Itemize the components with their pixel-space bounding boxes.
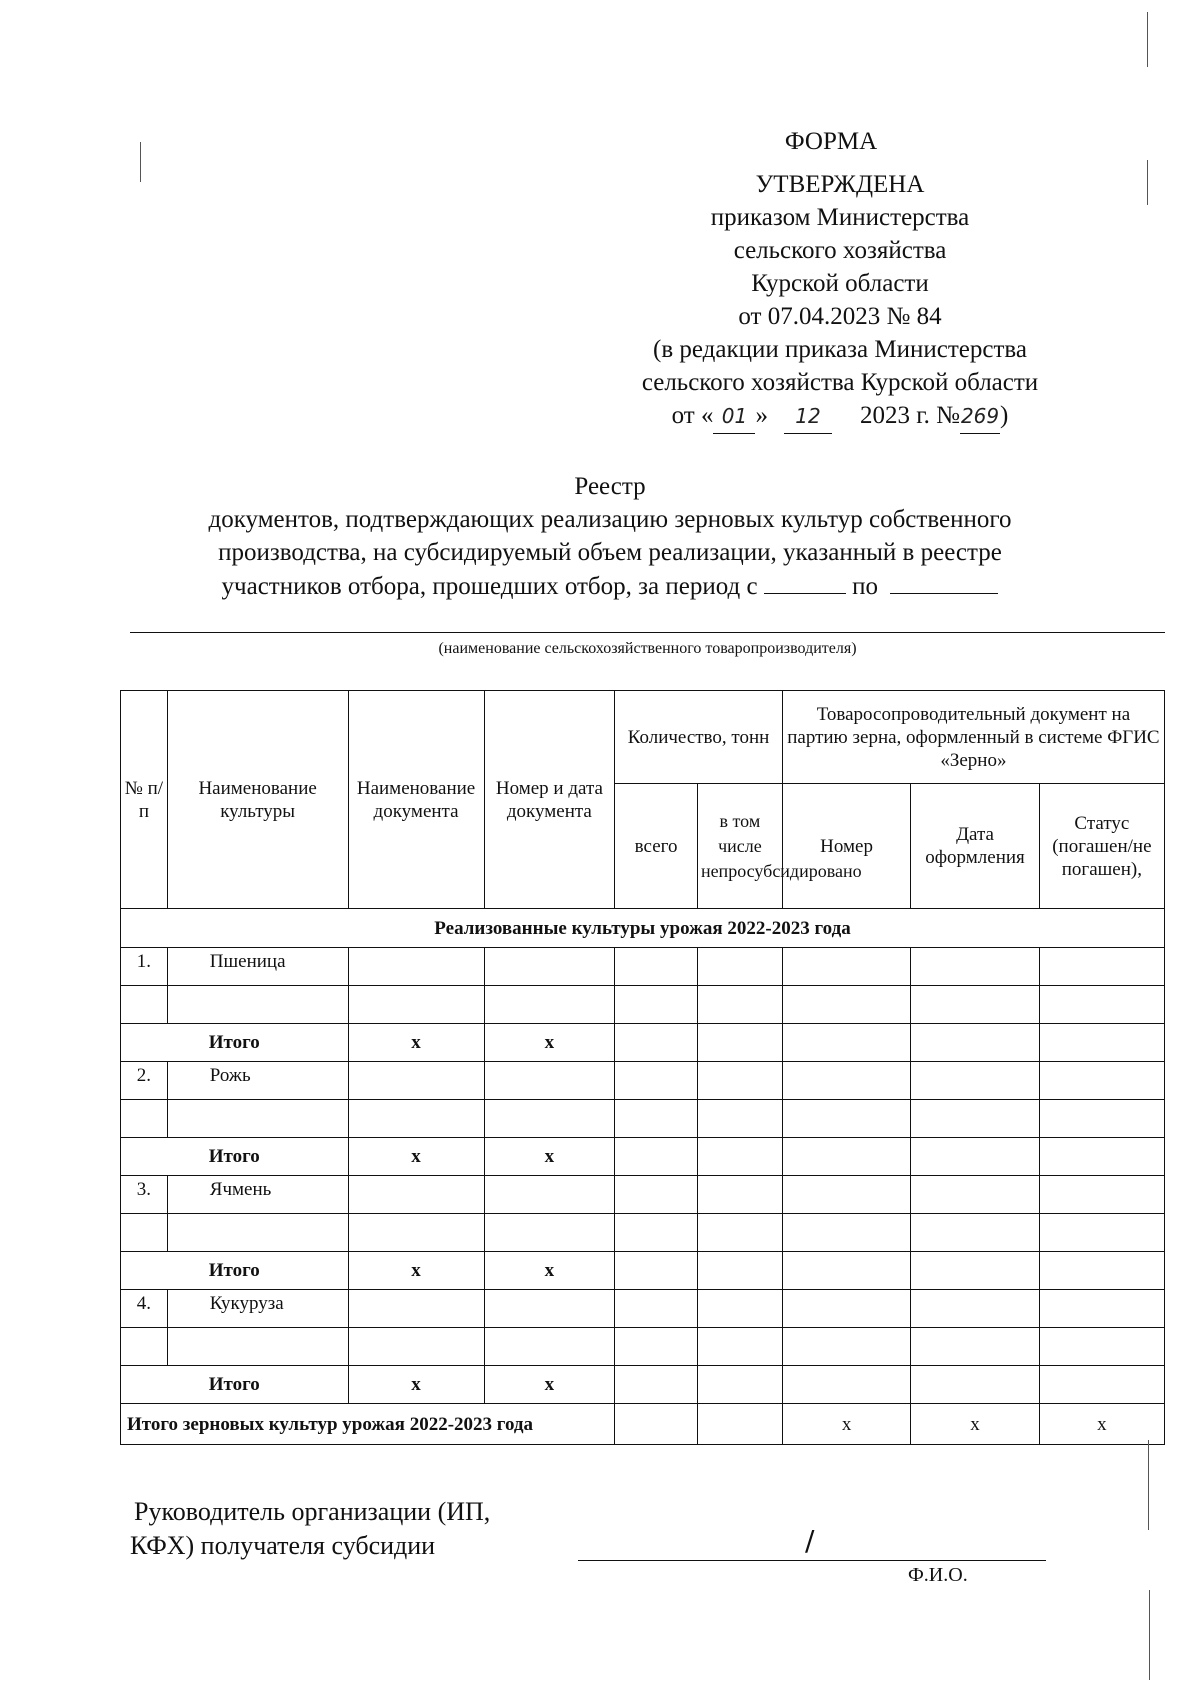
cell xyxy=(1039,1252,1164,1290)
cell xyxy=(697,1366,782,1404)
subtotal-x: х xyxy=(348,1252,484,1290)
subtotal-x: х xyxy=(484,1366,615,1404)
approval-line: приказом Министерства xyxy=(710,204,970,231)
cell xyxy=(1039,1290,1164,1328)
cell xyxy=(782,1138,910,1176)
table-row xyxy=(121,1100,1165,1138)
cell xyxy=(615,1214,698,1252)
cell xyxy=(782,986,910,1024)
cell xyxy=(911,1290,1039,1328)
header-total: всего xyxy=(615,784,698,909)
scan-artifact xyxy=(1149,1590,1150,1680)
cell xyxy=(911,1252,1039,1290)
table-row xyxy=(121,1062,1165,1100)
approval-line: сельского хозяйства xyxy=(733,237,947,264)
cell xyxy=(1039,1176,1164,1214)
amendment-year: 2023 г. № xyxy=(859,402,961,429)
subtotal-x: х xyxy=(484,1252,615,1290)
cell xyxy=(484,1214,615,1252)
subtotal-row xyxy=(121,1252,1165,1290)
cell xyxy=(615,1252,698,1290)
cell xyxy=(697,1290,782,1328)
grand-total-label: Итого зерновых культур урожая 2022-2023 года xyxy=(121,1404,615,1445)
table-row xyxy=(121,1328,1165,1366)
signature-line xyxy=(578,1560,1046,1561)
cell xyxy=(1039,1366,1164,1404)
amendment-line: (в редакции приказа Министерства xyxy=(653,336,1027,363)
table-header-row xyxy=(121,691,1165,784)
cell xyxy=(782,1024,910,1062)
cell xyxy=(1039,1214,1164,1252)
cell xyxy=(782,1214,910,1252)
scan-artifact xyxy=(140,142,141,182)
cell xyxy=(484,948,615,986)
cell xyxy=(782,1252,910,1290)
cell xyxy=(167,1100,348,1138)
cell xyxy=(615,1404,698,1445)
table-row xyxy=(121,948,1165,986)
cell xyxy=(484,1100,615,1138)
cell xyxy=(348,1100,484,1138)
table-row xyxy=(121,1176,1165,1214)
cell xyxy=(1039,1328,1164,1366)
cell xyxy=(782,1100,910,1138)
cell xyxy=(615,986,698,1024)
cell xyxy=(911,1214,1039,1252)
header-culture: Наименование культуры xyxy=(167,691,348,909)
crop-name: Рожь xyxy=(167,1062,348,1100)
cell xyxy=(697,1176,782,1214)
cell xyxy=(615,1366,698,1404)
cell xyxy=(121,986,168,1024)
grand-total-x: х xyxy=(1039,1404,1164,1445)
header-non-subsidized: в том числе непросубсидировано xyxy=(697,784,782,909)
cell xyxy=(697,1328,782,1366)
amendment-date-quote: » xyxy=(755,402,768,429)
cell xyxy=(697,948,782,986)
subtotal-row xyxy=(121,1024,1165,1062)
cell xyxy=(484,1328,615,1366)
section-title: Реализованные культуры урожая 2022-2023 года xyxy=(121,909,1165,948)
subtotal-x: х xyxy=(484,1138,615,1176)
cell xyxy=(348,948,484,986)
grand-total-row xyxy=(121,1404,1165,1445)
header-quantity: Количество, тонн xyxy=(615,691,783,784)
header-doc-number: Номер и дата документа xyxy=(484,691,615,909)
cell xyxy=(782,1062,910,1100)
handwritten-month: 12 xyxy=(784,400,832,434)
cell xyxy=(615,1328,698,1366)
subtotal-label: Итого xyxy=(121,1024,349,1062)
cell xyxy=(911,1176,1039,1214)
cell xyxy=(615,1176,698,1214)
cell xyxy=(121,1328,168,1366)
cell xyxy=(484,1062,615,1100)
cell xyxy=(615,948,698,986)
signature-line-text: КФХ) получателя субсидии xyxy=(130,1531,436,1560)
cell xyxy=(911,1024,1039,1062)
header-status: Статус (погашен/не погашен), xyxy=(1039,784,1164,909)
title-period-line xyxy=(150,569,1070,603)
row-num: 2. xyxy=(121,1062,168,1100)
grand-total-x: х xyxy=(782,1404,910,1445)
table-row xyxy=(121,1214,1165,1252)
amendment-close-paren: ) xyxy=(1000,402,1009,429)
cell xyxy=(348,1290,484,1328)
cell xyxy=(911,1328,1039,1366)
cell xyxy=(697,1138,782,1176)
subtotal-row xyxy=(121,1138,1165,1176)
title-line: производства, на субсидируемый объем реализации, указанный в реестре xyxy=(218,539,1002,566)
title-line: документов, подтверждающих реализацию зерновых культур собственного xyxy=(208,506,1012,533)
subtotal-x: х xyxy=(484,1024,615,1062)
scan-artifact xyxy=(1147,160,1148,205)
cell xyxy=(911,986,1039,1024)
cell xyxy=(697,1214,782,1252)
title-word: Реестр xyxy=(574,473,646,500)
signature-block xyxy=(130,1495,490,1563)
cell xyxy=(167,1328,348,1366)
cell xyxy=(615,1062,698,1100)
cell xyxy=(1039,1100,1164,1138)
subtotal-x: х xyxy=(348,1138,484,1176)
cell xyxy=(782,1290,910,1328)
cell xyxy=(782,1176,910,1214)
cell xyxy=(911,948,1039,986)
section-row xyxy=(121,909,1165,948)
cell xyxy=(697,1404,782,1445)
cell xyxy=(348,986,484,1024)
cell xyxy=(348,1214,484,1252)
cell xyxy=(911,1100,1039,1138)
producer-caption: (наименование сельскохозяйственного товаропроизводителя) xyxy=(438,640,857,657)
cell xyxy=(697,1024,782,1062)
cell xyxy=(1039,1138,1164,1176)
row-num: 1. xyxy=(121,948,168,986)
register-title xyxy=(150,470,1070,603)
cell xyxy=(484,1176,615,1214)
title-line: участников отбора, прошедших отбор, за период с xyxy=(221,573,758,600)
cell xyxy=(697,986,782,1024)
cell xyxy=(615,1100,698,1138)
subtotal-row xyxy=(121,1366,1165,1404)
producer-name-line xyxy=(130,632,1165,633)
amendment-date-prefix: от « xyxy=(671,402,714,429)
signature-slash: / xyxy=(805,1524,815,1557)
scan-artifact xyxy=(1147,12,1148,67)
cell xyxy=(484,1290,615,1328)
period-from-blank xyxy=(764,569,846,594)
grand-total-x: х xyxy=(911,1404,1039,1445)
cell xyxy=(1039,948,1164,986)
cell xyxy=(911,1138,1039,1176)
form-label: ФОРМА xyxy=(784,128,878,155)
cell xyxy=(121,1100,168,1138)
register-table xyxy=(120,690,1165,1445)
scan-artifact xyxy=(1148,1440,1149,1530)
amendment-line: сельского хозяйства Курской области xyxy=(641,369,1039,396)
cell xyxy=(167,1214,348,1252)
header-date: Дата оформления xyxy=(911,784,1039,909)
period-to-blank xyxy=(890,569,998,594)
approved-label: УТВЕРЖДЕНА xyxy=(755,171,925,198)
row-num: 4. xyxy=(121,1290,168,1328)
crop-name: Пшеница xyxy=(167,948,348,986)
table-row xyxy=(121,1290,1165,1328)
cell xyxy=(1039,1024,1164,1062)
fio-caption: Ф.И.О. xyxy=(908,1564,968,1586)
cell xyxy=(348,1062,484,1100)
crop-name: Ячмень xyxy=(167,1176,348,1214)
cell xyxy=(782,1366,910,1404)
crop-name: Кукуруза xyxy=(167,1290,348,1328)
header-number: Номер xyxy=(782,784,910,909)
subtotal-label: Итого xyxy=(121,1252,349,1290)
cell xyxy=(697,1252,782,1290)
table-row xyxy=(121,986,1165,1024)
cell xyxy=(697,1100,782,1138)
cell xyxy=(911,1062,1039,1100)
cell xyxy=(615,1290,698,1328)
handwritten-number: 269 xyxy=(960,400,1000,434)
row-num: 3. xyxy=(121,1176,168,1214)
cell xyxy=(1039,986,1164,1024)
cell xyxy=(484,986,615,1024)
cell xyxy=(121,1214,168,1252)
header-num: № п/п xyxy=(121,691,168,909)
order-date-number: от 07.04.2023 № 84 xyxy=(738,303,942,330)
title-po: по xyxy=(852,573,878,600)
cell xyxy=(615,1024,698,1062)
cell xyxy=(911,1366,1039,1404)
cell xyxy=(782,1328,910,1366)
subtotal-x: х xyxy=(348,1024,484,1062)
subtotal-label: Итого xyxy=(121,1366,349,1404)
handwritten-day: 01 xyxy=(713,400,755,434)
approval-block xyxy=(560,125,1120,434)
cell xyxy=(348,1176,484,1214)
cell xyxy=(348,1328,484,1366)
header-doc-name: Наименование документа xyxy=(348,691,484,909)
cell xyxy=(615,1138,698,1176)
amendment-date-line xyxy=(560,399,1120,434)
signature-line-text: Руководитель организации (ИП, xyxy=(134,1497,491,1526)
cell xyxy=(167,986,348,1024)
cell xyxy=(1039,1062,1164,1100)
subtotal-x: х xyxy=(348,1366,484,1404)
approval-line: Курской области xyxy=(751,270,929,297)
cell xyxy=(697,1062,782,1100)
subtotal-label: Итого xyxy=(121,1138,349,1176)
cell xyxy=(782,948,910,986)
header-transport-doc: Товаросопроводительный документ на партию зерна, оформленный в системе ФГИС «Зерно» xyxy=(782,691,1164,784)
